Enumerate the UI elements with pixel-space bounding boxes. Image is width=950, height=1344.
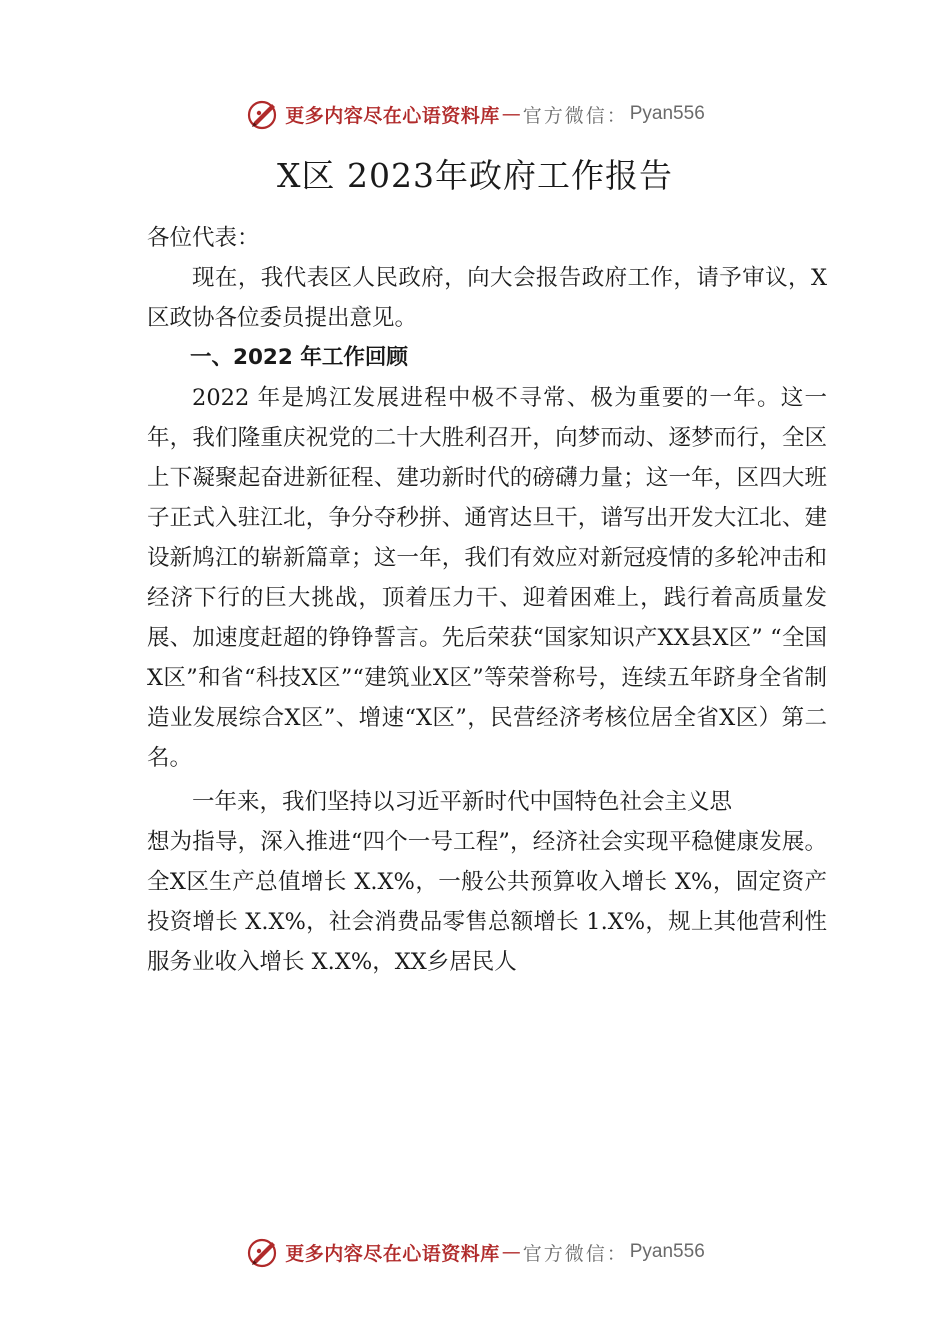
paragraph-year-line1: 一年来，我们坚持以习近平新时代中国特色社会主义思 xyxy=(192,789,733,815)
watermark-brand: 更多内容尽在心语资料库 xyxy=(285,104,500,127)
watermark-wechat-id: Pyan556 xyxy=(629,103,705,124)
watermark-banner-top xyxy=(0,94,950,134)
watermark-brand: 更多内容尽在心语资料库 xyxy=(285,1242,500,1265)
watermark-dash: — xyxy=(501,1241,521,1263)
watermark-dash: — xyxy=(501,103,521,125)
section-heading: 一、2022 年工作回顾 xyxy=(190,345,408,370)
watermark-wechat-id: Pyan556 xyxy=(629,1241,705,1262)
pen-circle-logo-icon xyxy=(245,1234,281,1270)
greeting: 各位代表： xyxy=(147,225,260,251)
document-body xyxy=(147,218,827,982)
watermark-official-label: 官方微信： xyxy=(522,104,628,127)
paragraph-year-rest: 想为指导，深入推进“四个一号工程”，经济社会实现平稳健康发展。全X区生产总值增长 X.X%，一般公共预算收入增长 X%，固定资产投资增长 X.X%，社会消费品零售总额增长 1.X%，规上其他营利性服务业收入增长 X.X%，XX乡居民人 xyxy=(147,829,827,975)
intro-paragraph: 现在，我代表区人民政府，向大会报告政府工作，请予审议，X区政协各位委员提出意见。 xyxy=(147,265,827,331)
watermark-banner-bottom xyxy=(0,1232,950,1272)
watermark-official-label: 官方微信： xyxy=(522,1242,628,1265)
pen-circle-logo-icon xyxy=(245,96,281,132)
document-title: X区 2023年政府工作报告 xyxy=(277,156,673,195)
paragraph-review: 2022 年是鸠江发展进程中极不寻常、极为重要的一年。这一年，我们隆重庆祝党的二十大胜利召开，向梦而动、逐梦而行，全区上下凝聚起奋进新征程、建功新时代的磅礴力量；这一年，区四大班子正式入驻江北，争分夺秒拼、通宵达旦干，谱写出开发大江北、建设新鸠江的崭新篇章；这一年，我们有效应对新冠疫情的多轮冲击和经济下行的巨大挑战，顶着压力干、迎着困难上，践行着高质量发展、加速度赶超的铮铮誓言。先后荣获“国家知识产XX县X区” “全国X区”和省“科技X区”“建筑业X区”等荣誉称号，连续五年跻身全省制造业发展综合X区”、增速“X区”，民营经济考核位居全省X区）第二名。 xyxy=(147,385,827,771)
